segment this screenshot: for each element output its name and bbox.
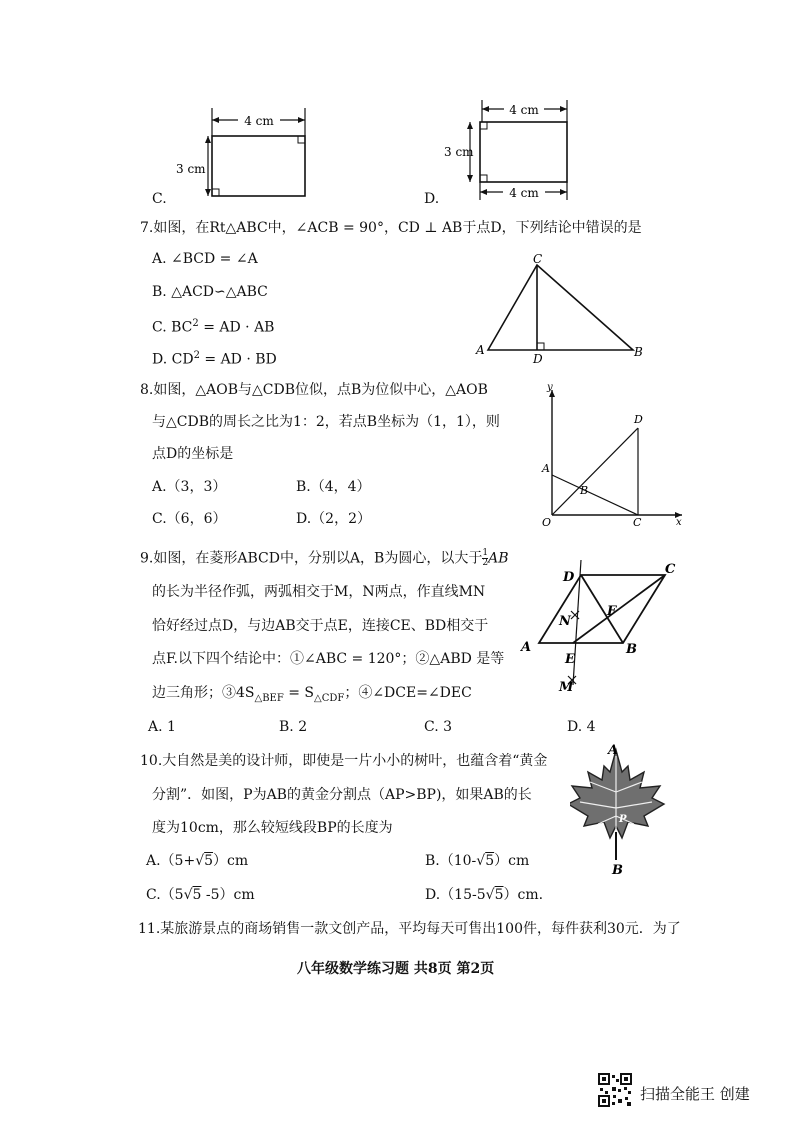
q8-point-b: B: [580, 484, 589, 497]
figure-option-c: [140, 100, 320, 210]
page-footer: 八年级数学练习题 共8页 第2页: [297, 961, 495, 977]
q11-line1: 11.某旅游景点的商场销售一款文创产品，平均每天可售出100件，每件获利30元．为了: [138, 921, 681, 937]
q8-option-b: B.（4，4）: [296, 479, 371, 495]
q7-option-b: B. △ACD∽△ABC: [152, 284, 268, 300]
q9-point-n: N: [559, 614, 571, 629]
q8-option-d: D.（2，2）: [296, 511, 371, 527]
q9-line4: 点F.以下四个结论中：①∠ABC = 120°；②△ABD 是等: [152, 651, 505, 667]
q9-figure: [515, 555, 695, 700]
q7-c-suffix: = AD · AB: [198, 319, 275, 336]
q9-line5-sub1: △BEF: [254, 692, 284, 704]
q8-line1: 8.如图，△AOB与△CDB位似，点B为位似中心，△AOB: [140, 382, 488, 398]
q9-option-c: C. 3: [424, 719, 453, 735]
q10-point-b: B: [612, 863, 623, 877]
q9-line1: [140, 549, 509, 568]
q7-c-sup: 2: [192, 318, 199, 329]
q9-point-a: A: [521, 640, 532, 655]
q10-figure: [570, 742, 670, 877]
q10-d-post: ）cm.: [503, 887, 544, 903]
q8-point-d: D: [634, 413, 643, 426]
q9-option-b: B. 2: [279, 719, 308, 735]
q9-option-d: D. 4: [567, 719, 596, 735]
maple-leaf-diagram: [570, 742, 670, 877]
q8-axis-y: y: [547, 382, 553, 393]
maple-leaf-icon: [570, 750, 664, 838]
q9-line1-ab: AB: [488, 550, 509, 567]
q9-line5-sub2: △CDF: [314, 692, 345, 704]
figure-option-d: [440, 96, 600, 206]
q7-stem: 7.如图，在Rt△ABC中，∠ACB = 90°，CD ⊥ AB于点D，下列结论中错误的是: [140, 220, 642, 236]
q9-point-b: B: [626, 642, 637, 657]
q8-point-c: C: [633, 516, 642, 529]
q10-b-pre: B.（10-: [425, 853, 477, 869]
q9-point-e: E: [565, 652, 575, 667]
q9-point-f: F: [607, 604, 617, 619]
q10-option-a: A.（5+√5）cm: [146, 853, 249, 869]
q10-point-p: P: [619, 814, 627, 825]
q9-frac-den: 2: [482, 558, 489, 568]
q9-point-d: D: [563, 570, 575, 585]
q7-c-prefix: C. BC: [152, 319, 193, 336]
d-width-bottom-label: 4 cm: [509, 186, 539, 200]
q10-a-rad: 5: [204, 853, 214, 869]
option-d-label: D.: [424, 191, 440, 207]
q10-option-d: D.（15-5√5）cm.: [425, 887, 544, 903]
q8-line2: 与△CDB的周长之比为1：2，若点B坐标为（1，1），则: [152, 414, 500, 430]
q8-option-a: A.（3，3）: [152, 479, 227, 495]
q10-c-pre: C.（5: [146, 887, 184, 903]
q10-line3: 度为10cm，那么较短线段BP的长度为: [152, 820, 393, 836]
rect-diagram-c: [140, 100, 320, 210]
q8-line3: 点D的坐标是: [152, 446, 234, 462]
q10-option-c: C.（5√5 -5）cm: [146, 887, 255, 903]
q10-line1: 10.大自然是美的设计师，即使是一片小小的树叶，也蕴含着“黄金: [140, 753, 548, 769]
q7-point-a: A: [476, 343, 485, 357]
q10-c-post: -5）cm: [201, 887, 255, 903]
q7-point-d: D: [533, 352, 543, 365]
q7-point-c: C: [533, 252, 543, 266]
q10-d-rad: 5: [494, 887, 504, 903]
q7-point-b: B: [634, 345, 643, 359]
rect-diagram-d: [440, 96, 600, 206]
q10-b-post: ）cm: [494, 853, 530, 869]
c-height-label: 3 cm: [176, 162, 206, 176]
q9-point-c: C: [665, 562, 676, 577]
q9-line5-pre: 边三角形；③4S: [152, 685, 255, 701]
q10-a-post: ）cm: [213, 853, 249, 869]
q10-line2: 分割”．如图，P为AB的黄金分割点（AP>BP)，如果AB的长: [152, 787, 532, 803]
q9-line5-post: ；④∠DCE=∠DEC: [344, 685, 472, 701]
q7-option-d: [152, 347, 277, 369]
right-triangle-diagram: [470, 250, 650, 365]
q7-d-sup: 2: [193, 350, 200, 361]
watermark-text: 扫描全能王 创建: [640, 1085, 750, 1103]
q9-line2: 的长为半径作弧，两弧相交于M，N两点，作直线MN: [152, 584, 486, 600]
q10-a-pre: A.（5+: [146, 853, 196, 869]
qr-code-icon: [598, 1073, 632, 1107]
c-width-label: 4 cm: [244, 114, 274, 128]
q10-d-pre: D.（15-5: [425, 887, 486, 903]
q9-line5: [152, 684, 472, 708]
q8-option-c: C.（6，6）: [152, 511, 227, 527]
q9-frac-num: 1: [482, 548, 489, 558]
q9-line1-text: 9.如图，在菱形ABCD中，分别以A，B为圆心，以大于: [140, 550, 483, 567]
q10-option-b: B.（10-√5）cm: [425, 853, 530, 869]
q7-option-a: A. ∠BCD = ∠A: [152, 251, 258, 267]
q10-b-rad: 5: [485, 853, 495, 869]
q8-point-a: A: [542, 462, 550, 475]
d-width-top-label: 4 cm: [509, 103, 539, 117]
q8-axis-x: x: [676, 517, 682, 528]
option-c-label: C.: [152, 191, 167, 207]
q9-line3: 恰好经过点D，与边AB交于点E，连接CE、BD相交于: [152, 618, 489, 634]
d-height-label: 3 cm: [444, 145, 474, 159]
q9-line5-mid: = S: [283, 685, 315, 701]
coordinate-diagram: [530, 380, 690, 530]
q9-option-a: A. 1: [148, 719, 176, 735]
q8-figure: [530, 380, 690, 530]
q7-d-suffix: = AD · BD: [199, 351, 277, 368]
q7-d-prefix: D. CD: [152, 351, 194, 368]
q10-point-a: A: [608, 743, 619, 758]
rhombus-diagram: [515, 555, 695, 700]
q8-point-o: O: [542, 516, 552, 529]
q7-figure: [470, 250, 650, 365]
q9-point-m: M: [559, 680, 574, 695]
q7-option-c: [152, 315, 274, 337]
q10-c-rad: 5: [192, 887, 202, 903]
